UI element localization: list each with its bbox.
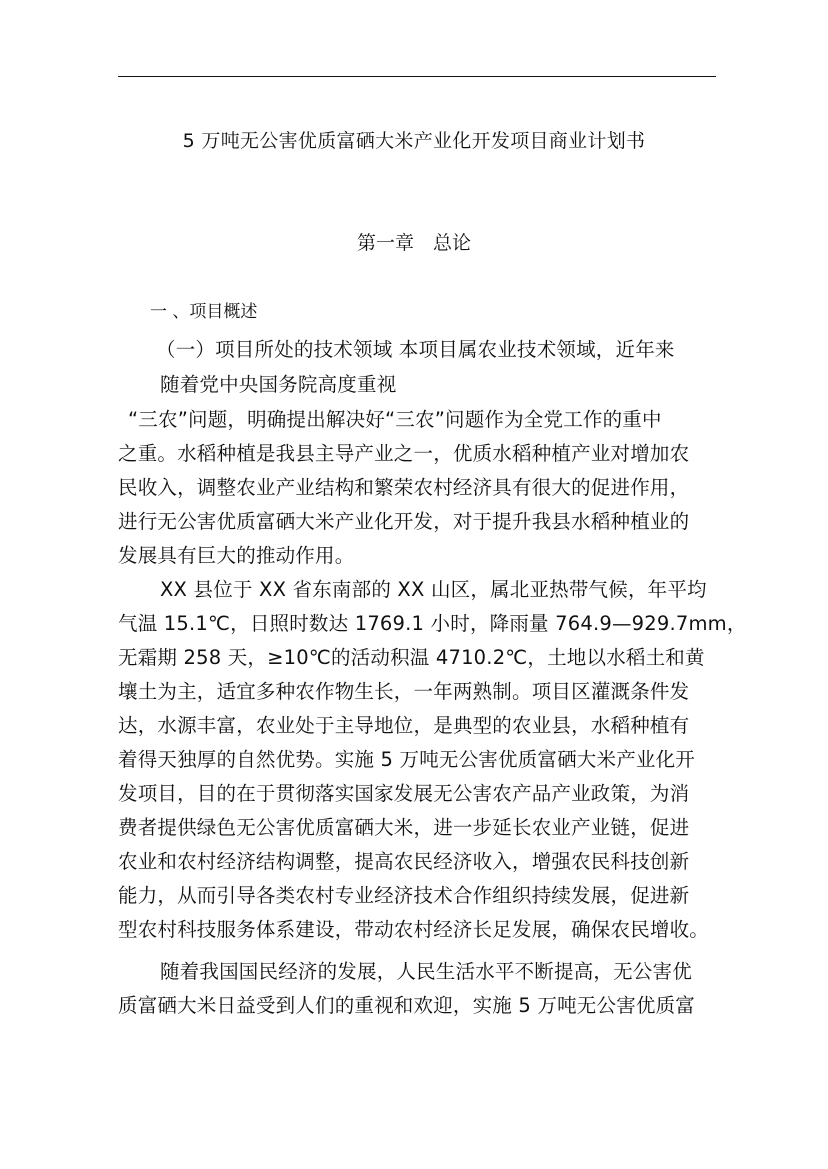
paragraph-line: 进行无公害优质富硒大米产业化开发，对于提升我县水稻种植业的 bbox=[118, 510, 690, 533]
paragraph-line: 无霜期 258 天，≥10℃的活动积温 4710.2℃，土地以水稻土和黄 bbox=[118, 646, 705, 669]
paragraph-line: 气温 15.1℃，日照时数达 1769.1 小时，降雨量 764.9—929.7mm， bbox=[118, 612, 747, 635]
paragraph-line: 着得天独厚的自然优势。实施 5 万吨无公害优质富硒大米产业化开 bbox=[118, 748, 696, 771]
paragraph-line: 发展具有巨大的推动作用。 bbox=[118, 544, 355, 567]
paragraph-line: 随着党中央国务院高度重视 bbox=[160, 373, 397, 396]
paragraph-line: 型农村科技服务体系建设，带动农村经济长足发展，确保农民增收。 bbox=[118, 918, 710, 941]
paragraph-line: 达，水源丰富，农业处于主导地位，是典型的农业县，水稻种植有 bbox=[118, 714, 690, 737]
paragraph-line: 发项目，目的在于贯彻落实国家发展无公害农产品产业政策，为消 bbox=[118, 782, 690, 805]
header-rule bbox=[118, 76, 716, 77]
paragraph-line: 费者提供绿色无公害优质富硒大米，进一步延长农业产业链，促进 bbox=[118, 816, 690, 839]
paragraph-line: XX 县位于 XX 省东南部的 XX 山区，属北亚热带气候，年平均 bbox=[160, 578, 707, 601]
paragraph-line: 能力，从而引导各类农村专业经济技术合作组织持续发展，促进新 bbox=[118, 884, 690, 907]
paragraph-line: 民收入，调整农业产业结构和繁荣农村经济具有很大的促进作用， bbox=[118, 476, 690, 499]
document-title: 5 万吨无公害优质富硒大米产业化开发项目商业计划书 bbox=[182, 130, 646, 152]
paragraph-line: 随着我国国民经济的发展，人民生活水平不断提高，无公害优 bbox=[160, 960, 692, 983]
paragraph-line: （一）项目所处的技术领域 本项目属农业技术领域，近年来 bbox=[156, 338, 675, 361]
paragraph-line: 之重。水稻种植是我县主导产业之一，优质水稻种植产业对增加农 bbox=[118, 442, 690, 465]
paragraph-line: “三农”问题，明确提出解决好“三农”问题作为全党工作的重中 bbox=[128, 408, 662, 431]
paragraph-line: 质富硒大米日益受到人们的重视和欢迎，实施 5 万吨无公害优质富 bbox=[118, 994, 696, 1017]
chapter-title: 第一章 总论 bbox=[356, 232, 471, 254]
paragraph-line: 壤土为主，适宜多种农作物生长，一年两熟制。项目区灌溉条件发 bbox=[118, 680, 690, 703]
section-heading: 一 、项目概述 bbox=[150, 302, 258, 322]
paragraph-line: 农业和农村经济结构调整，提高农民经济收入，增强农民科技创新 bbox=[118, 850, 690, 873]
